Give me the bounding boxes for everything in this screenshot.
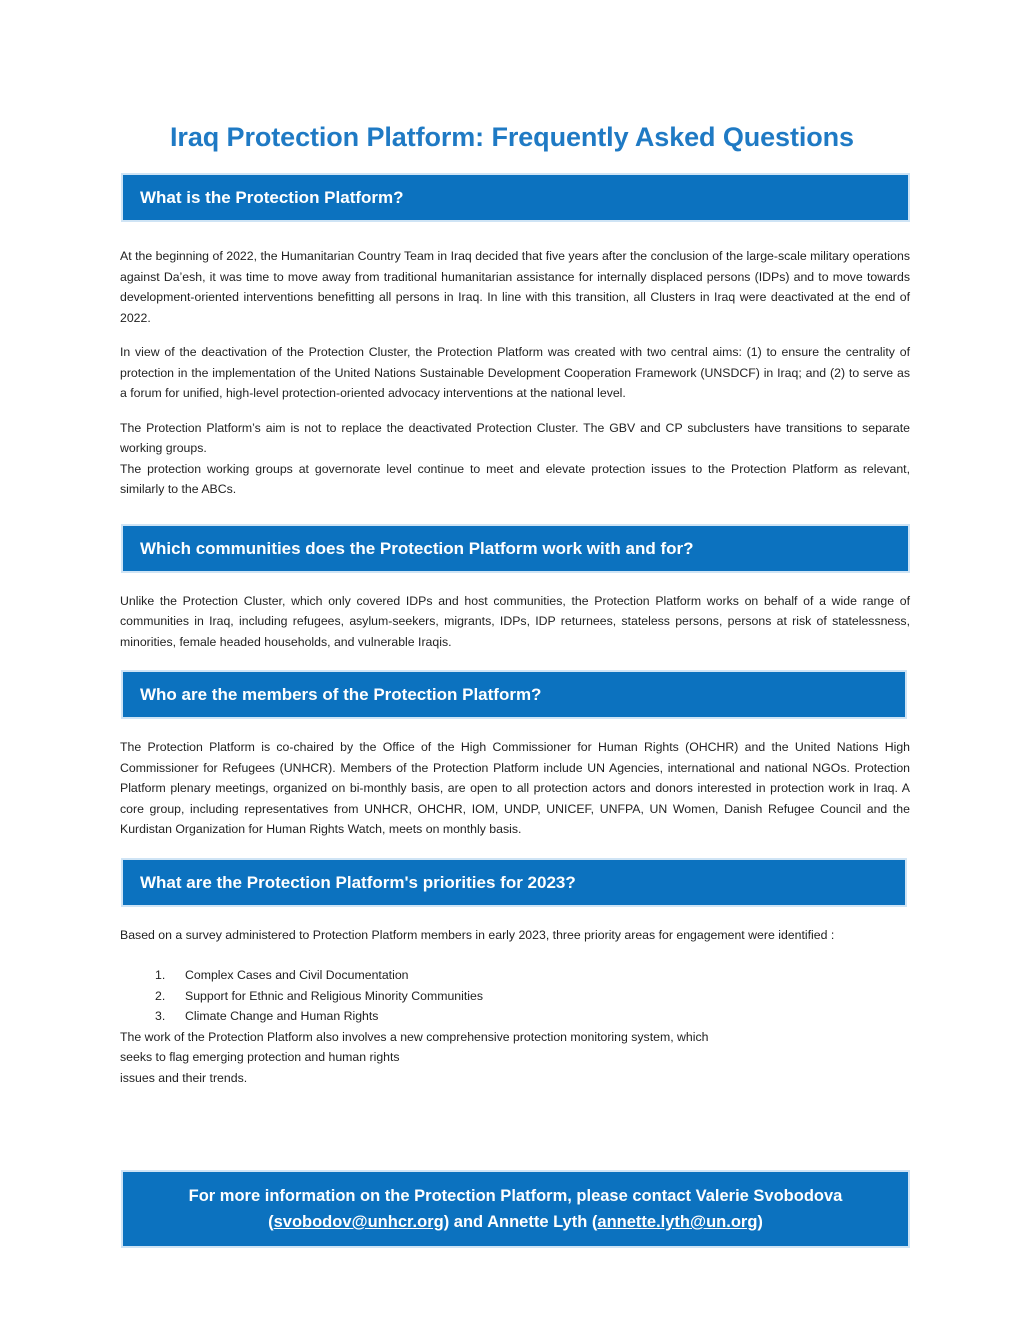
contact-text xyxy=(145,1183,886,1235)
spacer xyxy=(120,571,910,591)
spacer xyxy=(120,717,910,737)
section-4-intro: Based on a survey administered to Protection Platform members in early 2023, three priority areas for engagement were identified : xyxy=(120,927,835,942)
section-heading-who-are-the-members: Who are the members of the Protection Platform? xyxy=(123,672,905,717)
section-3-paragraph-1: The Protection Platform is co-chaired by the Office of the High Commissioner for Human Rights (OHCHR) and the United Nations High Commissioner for Refugees (UNHCR). Members of the Protection Platform include UN Agencies, international and national NGOs. Protection Platform plenary meetings, organized on bi-monthly basis, are open to all protection actors and donors interested in protection work in Iraq. A core group, including representatives from UNHCR, OHCHR, IOM, UNDP, UNICEF, UNFPA, UN Women, Danish Refugee Council and the Kurdistan Organization for Human Rights Watch, meets on monthly basis. xyxy=(120,740,910,836)
spacer xyxy=(120,840,910,860)
section-4-closing-line-3: issues and their trends. xyxy=(120,1070,248,1085)
section-4-closing-line-1: The work of the Protection Platform also involves a new comprehensive protection monitoring system, which xyxy=(120,1029,709,1044)
spacer xyxy=(120,220,910,246)
spacer xyxy=(120,905,910,925)
section-4-closing-line-2: seeks to flag emerging protection and human rights xyxy=(120,1050,400,1064)
contact-email-link-2[interactable]: annette.lyth@un.org xyxy=(597,1213,758,1231)
section-heading-what-is-the-protection-platform: What is the Protection Platform? xyxy=(123,175,908,220)
list-item xyxy=(120,965,910,986)
contact-middle-text: ) and Annette Lyth ( xyxy=(443,1213,598,1231)
priorities-list xyxy=(120,965,910,1027)
list-item-number: 2. xyxy=(155,988,166,1003)
list-item-label: Support for Ethnic and Religious Minority Communities xyxy=(185,988,483,1003)
spacer xyxy=(120,328,910,342)
spacer xyxy=(120,945,910,965)
list-item-number: 1. xyxy=(155,968,166,982)
contact-banner xyxy=(123,1172,908,1246)
section-heading-priorities-2023: What are the Protection Platform's priorities for 2023? xyxy=(123,860,905,905)
spacer xyxy=(120,652,910,672)
spacer xyxy=(120,500,910,526)
section-1-paragraph-4: The protection working groups at governorate level continue to meet and elevate protection issues to the Protection Platform as relevant, similarly to the ABCs. xyxy=(120,461,910,496)
list-item-number: 3. xyxy=(155,1009,166,1023)
list-item xyxy=(120,1006,910,1027)
page-title: Iraq Protection Platform: Frequently Asked Questions xyxy=(170,122,854,152)
list-item xyxy=(120,986,910,1007)
document-content xyxy=(120,175,910,1088)
section-1-paragraph-1: At the beginning of 2022, the Humanitarian Country Team in Iraq decided that five years after the conclusion of the large-scale military operations against Da’esh, it was time to move away from traditional humanitarian assistance for internally displaced persons (IDPs) and to move towards development-oriented interventions benefitting all persons in Iraq. In line with this transition, all Clusters in Iraq were deactivated at the end of 2022. xyxy=(120,249,910,325)
contact-lead-text: For more information on the Protection Platform, please contact Valerie Svobodova ( xyxy=(188,1187,843,1231)
spacer xyxy=(120,404,910,418)
contact-tail-text: ) xyxy=(757,1213,763,1231)
section-1-paragraph-3: The Protection Platform’s aim is not to replace the deactivated Protection Cluster. The GBV and CP subclusters have transitions to separate working groups. xyxy=(120,420,910,455)
contact-email-link-1[interactable]: svobodov@unhcr.org xyxy=(273,1213,444,1231)
section-heading-which-communities: Which communities does the Protection Platform work with and for? xyxy=(123,526,908,571)
section-1-paragraph-2: In view of the deactivation of the Protection Cluster, the Protection Platform was created with two central aims: (1) to ensure the centrality of protection in the implementation of the United Nations Sustainable Development Cooperation Framework (UNSDCF) in Iraq; and (2) to serve as a forum for unified, high-level protection-oriented advocacy interventions at the national level. xyxy=(120,345,910,400)
list-item-label: Climate Change and Human Rights xyxy=(185,1009,379,1023)
section-2-paragraph-1: Unlike the Protection Cluster, which only covered IDPs and host communities, the Protection Platform works on behalf of a wide range of communities in Iraq, including refugees, asylum-seekers, migrants, IDPs, IDP returnees, stateless persons, persons at risk of statelessness, minorities, female headed households, and vulnerable Iraqis. xyxy=(120,593,910,649)
list-item-label: Complex Cases and Civil Documentation xyxy=(185,968,409,982)
